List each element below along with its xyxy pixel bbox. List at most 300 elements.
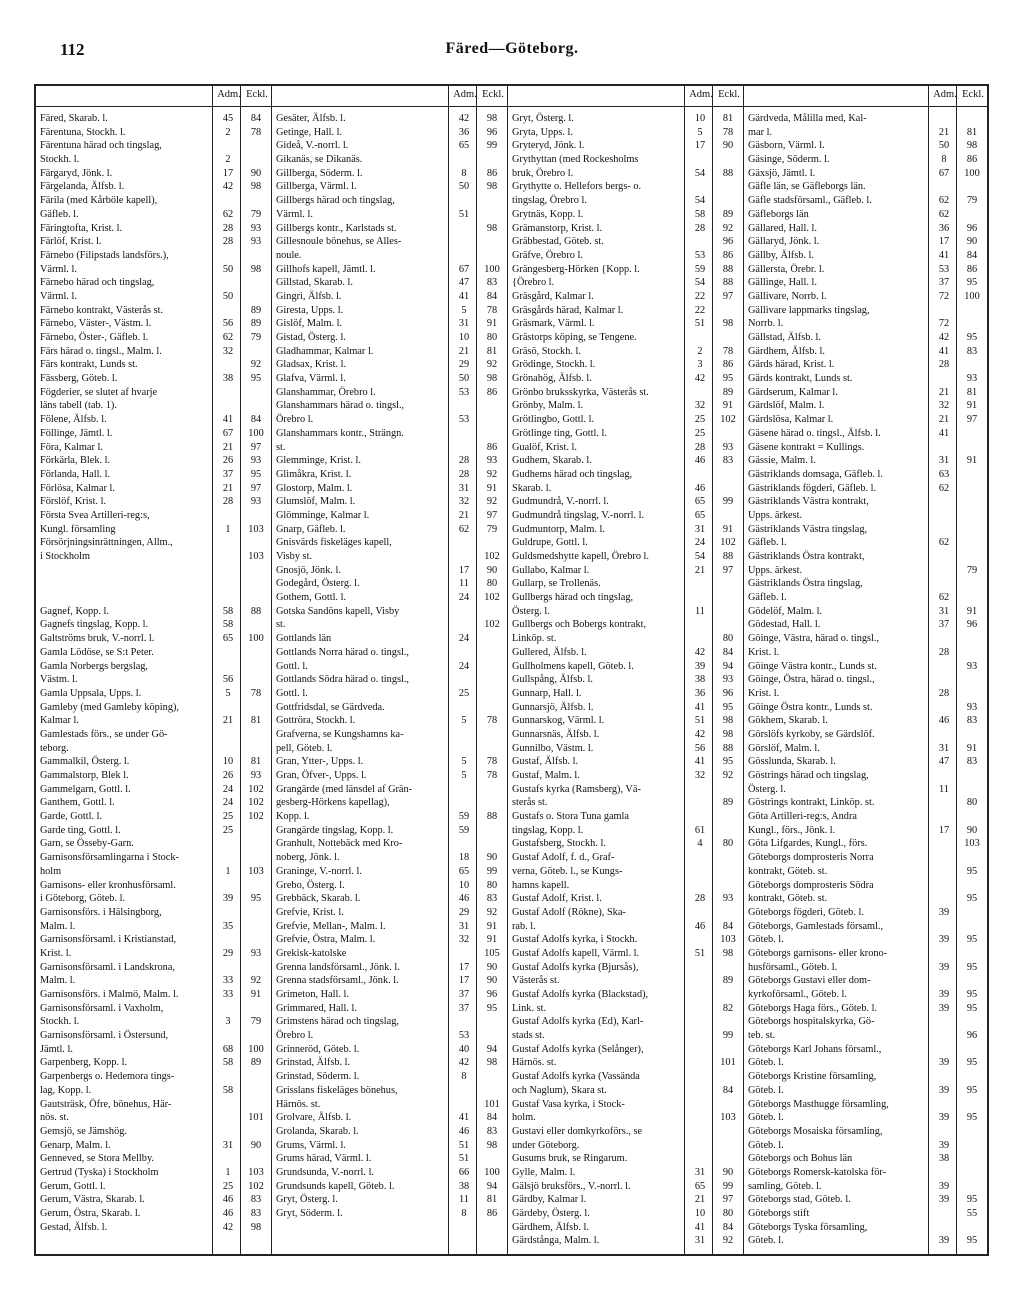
entry-name: Gautsträsk, Öfre, bönehus, Här- <box>40 1098 172 1110</box>
entry-name: Grangärde (med länsdel af Grän- <box>276 783 413 795</box>
adm-value: 50 <box>458 373 470 385</box>
eckl-value: 86 <box>966 263 978 275</box>
entry-name: Garnisonsförsaml. i Vaxholm, <box>40 1002 164 1014</box>
entry-name: Gärdslöf, Malm. l. <box>748 400 825 412</box>
entry-name: Göstrings härad och tingslag, <box>748 770 869 781</box>
adm-value: 53 <box>458 414 470 426</box>
entry-name: Gistad, Österg. l. <box>276 332 346 343</box>
adm-value: 47 <box>938 756 950 768</box>
eckl-value: 84 <box>250 414 262 426</box>
adm-value: 46 <box>694 455 706 467</box>
entry-name: Gestad, Älfsb. l. <box>40 1221 108 1233</box>
entry-row <box>508 126 743 140</box>
entry-row <box>272 454 507 468</box>
entry-row <box>744 276 987 290</box>
adm-value: 62 <box>938 195 950 207</box>
adm-value: 62 <box>938 208 950 220</box>
entry-row <box>508 304 743 318</box>
eckl-value: 79 <box>250 208 262 220</box>
entry-name: Gnosjö, Jönk. l. <box>276 564 341 576</box>
adm-value: 39 <box>938 1084 950 1096</box>
entry-row <box>272 358 507 372</box>
eckl-value: 99 <box>722 1030 734 1042</box>
entry-name: Gislöf, Malm. l. <box>276 318 343 330</box>
entry-row <box>508 1207 743 1221</box>
entry-name: Gryt, Söderm. l. <box>276 1208 343 1219</box>
entry-row <box>508 222 743 236</box>
entry-row <box>36 1111 271 1125</box>
entry-name: Göteb. l. <box>748 1057 784 1069</box>
entry-name: Gillesnoule bönehus, se Alles- <box>276 236 402 248</box>
entry-name: Glemminge, Krist. l. <box>276 455 361 467</box>
eckl-value: 98 <box>722 728 734 740</box>
entry-name: verna, Göteb. l., se Kungs- <box>512 865 623 877</box>
entry-row <box>272 1015 507 1029</box>
entry-row <box>272 126 507 140</box>
adm-value: 56 <box>694 742 706 754</box>
adm-value: 39 <box>938 934 950 946</box>
eckl-value: 103 <box>964 838 980 850</box>
entry-row <box>36 577 271 591</box>
eckl-value: 100 <box>248 1043 264 1055</box>
entry-name: Gustafs o. Stora Tuna gamla <box>512 811 629 823</box>
eckl-value: 90 <box>486 975 498 987</box>
entry-name: Glostorp, Malm. l. <box>276 482 353 494</box>
entry-row <box>36 331 271 345</box>
adm-value: 42 <box>222 181 234 193</box>
entry-name: under Göteborg. <box>512 1139 580 1151</box>
entry-name: Grimeton, Hall. l. <box>276 989 349 1000</box>
eckl-value: 83 <box>966 715 978 727</box>
entry-row <box>36 769 271 783</box>
entry-name: Göteb. l. <box>748 934 784 946</box>
entry-name: gesberg-Hörkens kapellag), <box>276 797 390 809</box>
entry-row <box>272 550 507 564</box>
adm-value: 39 <box>222 893 234 905</box>
entry-row <box>508 974 743 988</box>
entry-name: Gottlands Norra härad o. tingsl., <box>276 646 409 658</box>
entry-name: Gerum, Gottl. l. <box>40 1180 106 1192</box>
eckl-value: 95 <box>966 277 978 289</box>
entry-row <box>272 399 507 413</box>
entry-name: Glanshammar, Örebro l. <box>276 386 376 398</box>
eckl-value: 92 <box>722 770 734 781</box>
adm-value: 37 <box>938 277 950 289</box>
eckl-value: 80 <box>966 797 978 809</box>
entry-name: Fölene, Älfsb. l. <box>40 414 107 426</box>
entry-row <box>36 1056 271 1070</box>
entry-row <box>272 536 507 550</box>
entry-name: Färs härad o. tingsl., Malm. l. <box>40 345 162 357</box>
column-header <box>744 86 987 107</box>
entry-row <box>272 851 507 865</box>
entry-row <box>744 824 987 838</box>
adm-value: 29 <box>458 906 470 918</box>
eckl-value: 86 <box>486 386 498 398</box>
eckl-value: 81 <box>486 345 498 357</box>
entry-row <box>744 509 987 523</box>
entry-row <box>272 714 507 728</box>
entry-row <box>744 536 987 550</box>
adm-value: 37 <box>938 619 950 631</box>
eckl-value: 98 <box>250 263 262 275</box>
eckl-value: 79 <box>250 332 262 343</box>
entry-row <box>36 304 271 318</box>
entry-name: i Göteborg, Göteb. l. <box>40 893 126 905</box>
entry-row <box>36 1098 271 1112</box>
entry-name: st. <box>276 619 286 631</box>
entry-row <box>744 290 987 304</box>
page-number: 112 <box>60 40 85 59</box>
entry-row <box>508 933 743 947</box>
entry-name: Göteb. l. <box>748 1139 784 1151</box>
entry-name: Gäfleb. l. <box>40 208 79 220</box>
entry-row <box>508 947 743 961</box>
eckl-value: 93 <box>250 222 262 234</box>
eckl-value: 97 <box>722 290 734 302</box>
adm-value: 21 <box>938 414 950 426</box>
adm-value: 2 <box>697 345 703 357</box>
entry-row <box>508 454 743 468</box>
entry-name: Färingtofta, Krist. l. <box>40 222 123 234</box>
eckl-value: 80 <box>722 838 734 850</box>
eckl-value: 83 <box>486 277 498 289</box>
entry-name: Grönahög, Älfsb. l. <box>512 373 592 385</box>
entry-name: Färila (med Kårböle kapell), <box>40 195 158 207</box>
entry-name: Gertrud (Tyska) i Stockholm <box>40 1166 159 1178</box>
eckl-value: 79 <box>966 195 978 207</box>
adm-value: 59 <box>694 263 706 275</box>
adm-value: 42 <box>694 373 706 385</box>
entry-row <box>508 1180 743 1194</box>
entry-name: Gammalkil, Österg. l. <box>40 756 130 768</box>
eckl-value: 88 <box>722 551 734 562</box>
entry-name: Genneved, se Stora Mellby. <box>40 1153 154 1165</box>
eckl-value: 102 <box>720 414 736 426</box>
entry-name: Gammalstorp, Blek l. <box>40 770 129 781</box>
entry-row <box>744 386 987 400</box>
entry-row <box>508 701 743 715</box>
eckl-value: 90 <box>250 1139 262 1151</box>
adm-value: 28 <box>222 496 234 508</box>
adm-value: 5 <box>461 770 467 781</box>
adm-value: 32 <box>938 400 950 412</box>
entry-name: Gamlestads förs., se under Gö- <box>40 728 168 740</box>
adm-value: 46 <box>222 1194 234 1206</box>
eckl-value: 95 <box>966 865 978 877</box>
entry-row <box>508 1084 743 1098</box>
entry-name: Grefvie, Mellan-, Malm. l. <box>276 920 386 932</box>
entry-name: Grundsunda, V.-norrl. l. <box>276 1166 375 1178</box>
adm-value: 50 <box>938 140 950 152</box>
adm-value: 17 <box>222 167 234 179</box>
eckl-value: 92 <box>722 1235 734 1247</box>
entry-row <box>744 577 987 591</box>
entry-row <box>36 742 271 756</box>
entry-name: Garnisonsförsamlingarna i Stock- <box>40 852 179 864</box>
entry-name: Förlösa, Kalmar l. <box>40 482 115 494</box>
adm-value: 72 <box>938 290 950 302</box>
entry-row <box>508 920 743 934</box>
entry-row <box>36 837 271 851</box>
eckl-value: 78 <box>486 304 498 316</box>
entry-row <box>508 276 743 290</box>
entry-row <box>36 495 271 509</box>
entry-row <box>36 1193 271 1207</box>
eckl-value: 103 <box>248 865 264 877</box>
entry-name: Göta Lifgardes, Kungl., förs. <box>748 838 868 850</box>
entry-row <box>36 290 271 304</box>
adm-value: 67 <box>938 167 950 179</box>
entry-row <box>272 660 507 674</box>
entry-row <box>36 796 271 810</box>
entry-row <box>36 618 271 632</box>
entry-row <box>744 920 987 934</box>
entry-name: Göteb. l. <box>748 1112 784 1124</box>
adm-value: 53 <box>458 1030 470 1042</box>
adm-value: 32 <box>694 400 706 412</box>
entry-row <box>508 1043 743 1057</box>
adm-value: 11 <box>459 578 469 590</box>
eckl-value: 95 <box>250 893 262 905</box>
entry-name: Gustaf Adolf (Rökne), Ska- <box>512 906 626 918</box>
entry-row <box>272 933 507 947</box>
entry-name: pell, Göteb. l. <box>276 742 333 754</box>
adm-value: 53 <box>938 263 950 275</box>
entry-row <box>272 988 507 1002</box>
adm-value: 66 <box>458 1166 470 1178</box>
entry-row <box>744 550 987 564</box>
entry-name: Gärdslösa, Kalmar l. <box>748 414 834 426</box>
eckl-value: 94 <box>486 1180 498 1192</box>
entry-row <box>36 1139 271 1153</box>
entry-row <box>272 591 507 605</box>
entry-name: tingslag, Kopp. l. <box>512 824 584 836</box>
entry-row <box>744 564 987 578</box>
adm-value: 41 <box>938 345 950 357</box>
entry-name: Grängesberg-Hörken {Kopp. l. <box>512 263 640 275</box>
entry-name: Gällby, Älfsb. l. <box>748 249 814 261</box>
entry-row <box>508 413 743 427</box>
eckl-value: 93 <box>722 441 734 453</box>
entry-row <box>36 1221 271 1235</box>
entry-name: Grisslans fiskeläges bönehus, <box>276 1084 398 1096</box>
entry-name: Görslöfs kyrkoby, se Gärdslöf. <box>748 728 875 740</box>
eckl-value: 84 <box>722 1084 734 1096</box>
entry-name: Grötlingbo, Gottl. l. <box>512 414 595 426</box>
entry-name: Göinge, Östra, härad o. tingsl., <box>748 674 875 686</box>
entry-name: husförsaml., Göteb. l. <box>748 961 838 973</box>
adm-value: 17 <box>938 236 950 248</box>
entry-name: Krist. l. <box>748 646 780 658</box>
entry-row <box>744 906 987 920</box>
eckl-value: 101 <box>484 1098 500 1110</box>
entry-name: Getinge, Hall. l. <box>276 126 343 138</box>
adm-value: 59 <box>458 824 470 836</box>
adm-header: Adm. <box>217 89 241 100</box>
entry-name: Gustaf, Malm. l. <box>512 770 580 781</box>
entry-name: Gäfle län, se Gäfleborgs län. <box>748 181 866 193</box>
eckl-value: 102 <box>720 537 736 549</box>
entry-name: Grefvie, Krist. l. <box>276 906 344 918</box>
entry-name: Gryteryd, Jönk. l. <box>512 140 585 152</box>
entry-name: Gottl. l. <box>276 660 308 672</box>
entry-row <box>744 495 987 509</box>
eckl-value: 92 <box>486 359 498 371</box>
entry-name: Gäsene härad o. tingsl., Älfsb. l. <box>748 427 881 439</box>
eckl-value: 95 <box>722 756 734 768</box>
adm-value: 54 <box>694 551 706 562</box>
eckl-value: 81 <box>722 113 734 124</box>
entry-name: Grebo, Österg. l. <box>276 879 345 891</box>
adm-value: 42 <box>222 1221 234 1233</box>
adm-value: 25 <box>694 414 706 426</box>
entry-row <box>744 1056 987 1070</box>
entry-name: Gullarp, se Trollenäs. <box>512 578 601 590</box>
eckl-value: 102 <box>248 797 264 809</box>
entry-row <box>744 1002 987 1016</box>
adm-value: 33 <box>222 989 234 1000</box>
entry-row <box>36 961 271 975</box>
eckl-value: 98 <box>486 373 498 385</box>
eckl-value: 97 <box>722 1194 734 1206</box>
eckl-value: 101 <box>248 1112 264 1124</box>
entry-row <box>272 879 507 893</box>
entry-name: Gingri, Älfsb. l. <box>276 290 342 302</box>
entry-name: Fässberg, Göteb. l. <box>40 373 118 385</box>
entry-row <box>36 1207 271 1221</box>
adm-value: 31 <box>458 318 470 330</box>
entry-row <box>36 249 271 263</box>
entry-name: holm. <box>512 1112 536 1124</box>
entry-row <box>744 1180 987 1194</box>
entry-row <box>36 1002 271 1016</box>
entry-name: Gustaf Adolf, f. d., Graf- <box>512 852 615 864</box>
adm-value: 59 <box>458 811 470 823</box>
entry-row <box>508 523 743 537</box>
entry-name: Gudmundrå, V.-norrl. l. <box>512 496 609 508</box>
entry-name: Gran, Öfver-, Upps. l. <box>276 770 367 781</box>
entry-row <box>272 413 507 427</box>
adm-value: 61 <box>694 824 706 836</box>
entry-row <box>744 427 987 441</box>
eckl-value: 98 <box>486 113 498 124</box>
adm-value: 24 <box>458 592 470 604</box>
entry-row <box>508 1139 743 1153</box>
entry-name: Gökhem, Skarab. l. <box>748 715 828 727</box>
entry-row <box>508 139 743 153</box>
entry-name: Genarp, Malm. l. <box>40 1139 111 1151</box>
entry-row <box>508 577 743 591</box>
entry-name: Göteborgs Masthugge församling, <box>748 1098 889 1110</box>
entry-row <box>744 1098 987 1112</box>
entry-name: Glafva, Värml. l. <box>276 373 346 385</box>
entry-name: Göteborgs, Gamlestads församl., <box>748 920 884 932</box>
eckl-value: 88 <box>486 811 498 823</box>
adm-value: 62 <box>938 482 950 494</box>
eckl-value: 100 <box>964 167 980 179</box>
entry-name: Grötlinge ting, Gottl. l. <box>512 427 607 439</box>
entry-row <box>508 660 743 674</box>
entry-name: Gottlands Södra härad o. tingsl., <box>276 674 409 686</box>
entry-row <box>744 1234 987 1248</box>
entry-name: tingslag, Örebro l. <box>512 195 587 207</box>
adm-value: 31 <box>938 742 950 754</box>
eckl-value: 88 <box>722 167 734 179</box>
adm-value: 41 <box>694 756 706 768</box>
eckl-value: 89 <box>722 208 734 220</box>
adm-value: 10 <box>694 1208 706 1219</box>
entry-name: Gärdby, Kalmar l. <box>512 1194 587 1206</box>
entry-row <box>272 961 507 975</box>
entry-name: Kungl. församling <box>40 523 116 535</box>
entry-name: Gäsinge, Söderm. l. <box>748 154 830 166</box>
entry-name: Gödestad, Hall. l. <box>748 619 821 631</box>
entry-name: Gillstad, Skarab. l. <box>276 277 353 289</box>
adm-value: 28 <box>938 646 950 658</box>
eckl-value: 99 <box>486 865 498 877</box>
entry-name: teborg. <box>40 742 69 754</box>
adm-value: 39 <box>694 660 706 672</box>
entry-name: Gästriklands Östra kontrakt, <box>748 551 865 562</box>
entry-name: kontrakt, Göteb. st. <box>748 865 828 877</box>
entry-row <box>508 865 743 879</box>
adm-value: 41 <box>938 249 950 261</box>
entry-row <box>508 796 743 810</box>
entry-row <box>272 742 507 756</box>
entry-row <box>272 1029 507 1043</box>
entry-name: Gäfle stadsförsaml., Gäfleb. l. <box>748 195 872 207</box>
entry-row <box>36 701 271 715</box>
entry-row <box>744 235 987 249</box>
adm-value: 31 <box>222 1139 234 1151</box>
entry-name: Gäsborn, Värml. l. <box>748 140 825 152</box>
entry-name: Kungl., förs., Jönk. l. <box>748 824 836 836</box>
entry-name: Kopp. l. <box>276 811 310 823</box>
entry-name: Färentuna, Stockh. l. <box>40 126 126 138</box>
eckl-header: Eckl. <box>482 89 504 100</box>
eckl-value: 91 <box>250 989 262 1000</box>
eckl-value: 96 <box>486 989 498 1000</box>
adm-value: 46 <box>694 920 706 932</box>
entry-row <box>508 1221 743 1235</box>
entry-row <box>508 1152 743 1166</box>
entry-row <box>744 892 987 906</box>
eckl-value: 79 <box>966 564 978 576</box>
eckl-value: 81 <box>966 386 978 398</box>
entry-name: Gillberga, Söderm. l. <box>276 167 363 179</box>
entry-name: Färs kontrakt, Lunds st. <box>40 359 138 371</box>
entry-row <box>272 920 507 934</box>
entry-name: Visby st. <box>276 551 312 562</box>
entry-name: Glanshammars kontr., Strängn. <box>276 427 404 439</box>
eckl-value: 81 <box>486 1194 498 1206</box>
entry-row <box>272 783 507 797</box>
entry-name: Gusums bruk, se Ringarum. <box>512 1153 628 1165</box>
entry-name: Gärds kontrakt, Lunds st. <box>748 373 853 385</box>
entry-name: Föllinge, Jämtl. l. <box>40 427 113 439</box>
entry-row <box>272 345 507 359</box>
adm-value: 11 <box>939 783 949 795</box>
entry-row <box>508 755 743 769</box>
entry-row <box>508 1234 743 1248</box>
entry-row <box>508 632 743 646</box>
adm-value: 39 <box>938 1139 950 1151</box>
entry-name: Gräsö, Stockh. l. <box>512 345 581 357</box>
adm-value: 28 <box>222 222 234 234</box>
eckl-value: 95 <box>966 1112 978 1124</box>
adm-value: 39 <box>938 989 950 1000</box>
